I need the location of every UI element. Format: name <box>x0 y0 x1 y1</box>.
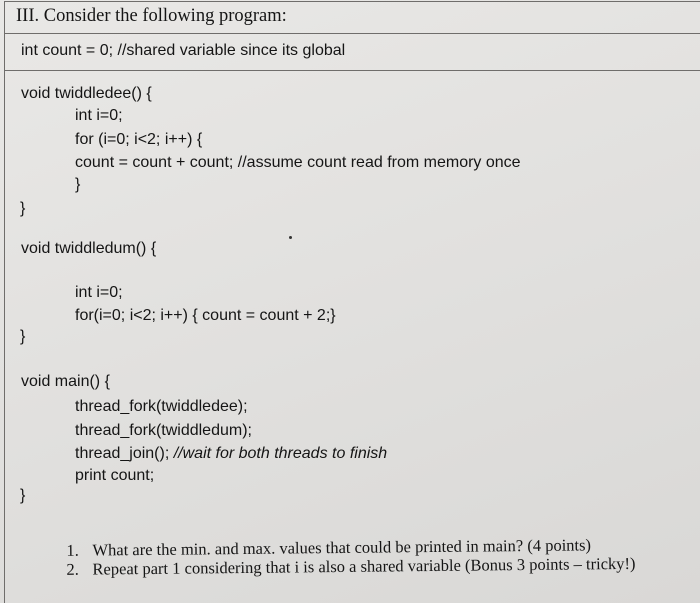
code-line: for (i=0; i<2; i++) { <box>75 131 203 148</box>
code-line: int i=0; <box>75 284 123 301</box>
code-line: thread_fork(twiddledum); <box>75 422 252 439</box>
join-comment: //wait for both threads to finish <box>173 445 388 462</box>
twiddledee-signature: void twiddledee() { <box>21 85 152 102</box>
code-line: count = count + count; //assume count read from memory once <box>75 154 521 171</box>
closing-brace: } <box>20 200 26 217</box>
table-left-border <box>4 1 5 603</box>
row-divider <box>4 33 700 34</box>
question-item <box>50 534 636 600</box>
code-line <box>75 445 387 463</box>
closing-brace: } <box>20 487 26 504</box>
question-text: Repeat part 1 considering that i is also a shared variable (Bonus 3 points – tricky!) <box>92 553 636 579</box>
global-declaration: int count = 0; //shared variable since its global <box>21 42 346 59</box>
question-text: What are the min. and max. values that could be printed in main? (4 points) <box>92 535 592 560</box>
question-number: 1. <box>66 540 79 560</box>
problem-title: III. Consider the following program: <box>16 6 287 26</box>
code-line: print count; <box>75 467 155 484</box>
question-number: 2. <box>66 559 79 579</box>
main-signature: void main() { <box>21 373 110 390</box>
twiddledum-signature: void twiddledum() { <box>21 240 157 257</box>
code-line: thread_fork(twiddledee); <box>75 398 248 415</box>
code-line: int i=0; <box>75 107 123 124</box>
table-top-border <box>4 1 700 2</box>
join-call: thread_join(); <box>75 445 174 462</box>
closing-brace: } <box>20 328 26 345</box>
code-line: } <box>75 176 81 193</box>
code-line: for(i=0; i<2; i++) { count = count + 2;} <box>75 307 336 324</box>
stray-mark <box>289 236 292 239</box>
row-divider <box>4 70 700 71</box>
